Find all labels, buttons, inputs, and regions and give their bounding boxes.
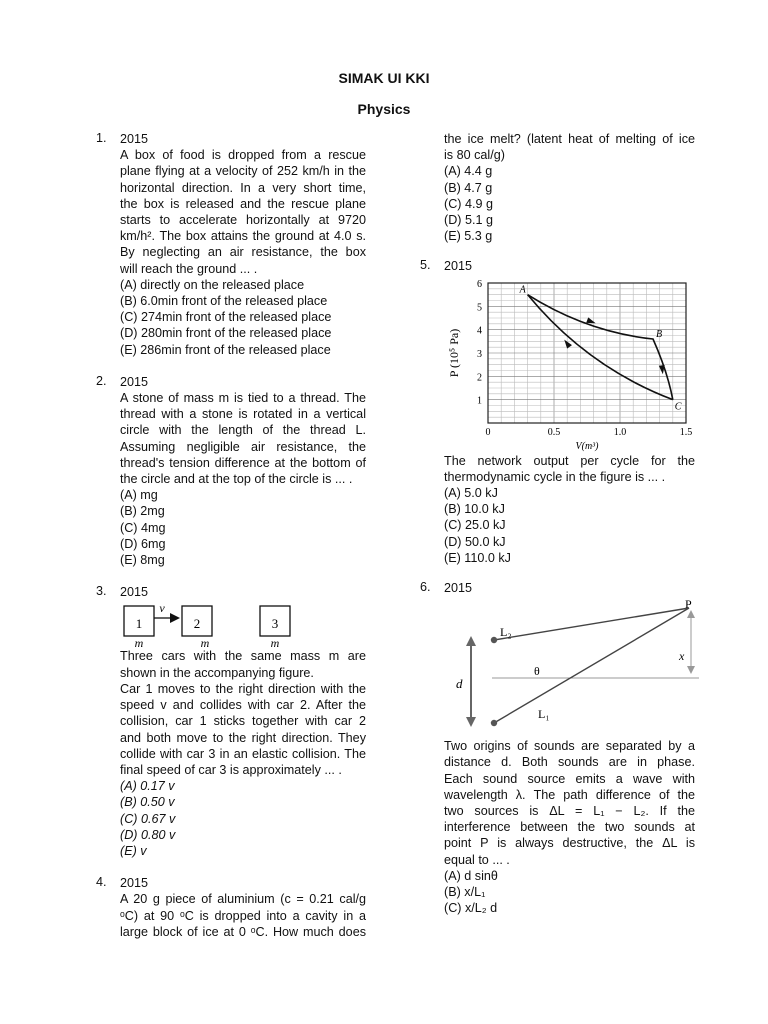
car-3-label: 3: [271, 616, 279, 632]
answer-option: (A) 0.17 v: [120, 779, 175, 794]
x-label: x: [679, 649, 685, 664]
question-year: 2015: [120, 585, 149, 600]
question-text-line: and both move to the right direction. They: [120, 730, 366, 745]
question-text-line: collide with car 3 in an elastic collision. The: [120, 746, 366, 761]
question-text-line: large block of ice at 0 ᵒC. How much does: [120, 924, 366, 939]
question-number: 3.: [96, 584, 107, 599]
answer-option: (D) 50.0 kJ: [444, 534, 506, 549]
question-text-line: Car 1 moves to the right direction with the: [120, 681, 366, 696]
question-number: 5.: [420, 258, 431, 273]
question-year: 2015: [120, 374, 149, 389]
question-text-line: speed v and collides with car 2. After the: [120, 698, 366, 713]
question-number: 1.: [96, 131, 107, 145]
answer-option: (E) 110.0 kJ: [444, 550, 511, 565]
question-text-line: The network output per cycle for the: [444, 453, 695, 468]
d-label: d: [456, 676, 463, 692]
question-text-line: interference between the two sounds at: [444, 820, 695, 835]
d-arrow-top: [466, 636, 476, 646]
answer-option: (B) 2mg: [120, 504, 165, 519]
answer-option: (C) x/L₂ d: [444, 901, 498, 916]
question-text-line: point P is always destructive, the ΔL is: [444, 836, 695, 851]
answer-option: (C) 4mg: [120, 520, 166, 535]
x-tick-label: 0: [485, 426, 491, 438]
question-1: [96, 131, 366, 358]
question-text-line: starts to accelerate horizontally at 9720: [120, 213, 366, 228]
question-text-line: horizontal direction. In a very short time,: [120, 180, 366, 195]
source-l1-dot: [491, 720, 497, 726]
question-4: [96, 875, 366, 940]
answer-option: (D) 5.1 g: [444, 213, 493, 228]
question-number: 6.: [420, 580, 431, 595]
question-3: [96, 584, 366, 859]
answer-option: (D) 6mg: [120, 536, 166, 551]
x-tick-label: 1.0: [613, 426, 627, 438]
question-text-line: wavelength λ. The path difference of the: [444, 787, 695, 802]
question-text-line: the circle and at the top of the circle is ... .: [120, 472, 353, 487]
car-1-mass: m: [134, 636, 144, 649]
question-6: [420, 580, 695, 916]
y-tick-label: 4: [477, 325, 482, 337]
question-text-line: shown in the accompanying figure.: [120, 665, 314, 680]
x-tick-label: 0.5: [547, 426, 561, 438]
question-2: [96, 374, 366, 568]
question-text-line: equal to ... .: [444, 852, 510, 867]
answer-option: (C) 4.9 g: [444, 196, 493, 211]
question-text-line: A stone of mass m is tied to a thread. The: [120, 391, 366, 406]
answer-option: (B) 4.7 g: [444, 180, 493, 195]
left-column: [96, 131, 366, 940]
answer-option: (C) 25.0 kJ: [444, 518, 506, 533]
point-label-a: A: [519, 284, 526, 296]
answer-option: (B) 6.0min front of the released place: [120, 294, 328, 309]
y-tick-label: 6: [477, 278, 482, 290]
point-label-c: C: [674, 401, 682, 413]
answer-option: (C) 0.67 v: [120, 811, 176, 826]
answer-option: (E) 5.3 g: [444, 229, 493, 244]
y-tick-label: 5: [477, 301, 482, 313]
x-arrow-top: [687, 610, 695, 618]
answer-option: (D) 0.80 v: [120, 827, 176, 842]
interference-figure: [444, 596, 699, 738]
x-tick-label: 1.5: [679, 426, 693, 438]
answer-option: (B) x/L₁: [444, 885, 486, 900]
y-axis-label: P (10⁵ Pa): [447, 328, 461, 377]
question-text-line: km/h². The box attains the ground at 4.0 s.: [120, 229, 366, 244]
question-year: 2015: [444, 581, 473, 596]
question-text-line: is 80 cal/g): [444, 148, 505, 163]
answer-option: (E) v: [120, 843, 147, 858]
question-year: 2015: [444, 259, 473, 274]
car-2-label: 2: [193, 616, 201, 632]
question-text-line: the box is released and the rescue plane: [120, 196, 366, 211]
answer-option: (E) 8mg: [120, 553, 165, 568]
question-year: 2015: [120, 132, 149, 146]
car-3-mass: m: [270, 636, 280, 649]
answer-option: (B) 0.50 v: [120, 795, 175, 810]
question-text-line: will reach the ground ... .: [120, 261, 258, 276]
question-text-line: distance d. Both sounds are in phase.: [444, 755, 695, 770]
x-axis-label: V(m³): [575, 440, 599, 452]
l1-label: L₁: [538, 707, 550, 722]
question-5: [420, 258, 695, 566]
question-text-line: thread's tension difference at the bottom of: [120, 455, 366, 470]
question-year: 2015: [120, 876, 149, 891]
question-number: 4.: [96, 875, 107, 890]
right-column: [420, 131, 695, 916]
velocity-arrow-head: [170, 613, 180, 623]
question-text-line: A 20 g piece of aluminium (c = 0.21 cal/g: [120, 892, 366, 907]
point-label-b: B: [656, 328, 663, 340]
answer-option: (A) 5.0 kJ: [444, 486, 498, 501]
question-text-line: Two origins of sounds are separated by a: [444, 739, 695, 754]
question-text-line: the ice melt? (latent heat of melting of ice: [444, 132, 695, 146]
pv-diagram: [444, 275, 694, 453]
question-text-line: Each sound source emits a wave with: [444, 771, 695, 786]
x-arrow-bottom: [687, 666, 695, 674]
page-title: SIMAK UI KKI: [338, 70, 430, 86]
question-text-line: A box of food is dropped from a rescue: [120, 148, 366, 163]
question-text-line: thermodynamic cycle in the figure is ... .: [444, 469, 666, 484]
answer-option: (A) directly on the released place: [120, 277, 305, 292]
question-text-line: plane flying at a velocity of 252 km/h in the: [120, 164, 366, 179]
question-text-line: By neglecting an air resistance, the box: [120, 245, 366, 260]
question-text-line: ᵒC) at 90 ᵒC is dropped into a cavity in a: [120, 908, 366, 923]
answer-option: (D) 280min front of the released place: [120, 326, 332, 341]
three-cars-figure: [120, 600, 320, 648]
d-arrow-bottom: [466, 717, 476, 727]
velocity-label: v: [159, 601, 165, 616]
car-1-label: 1: [135, 616, 143, 632]
question-text-line: two sources is ΔL = L₁ − L₂. If the: [444, 804, 695, 819]
answer-option: (B) 10.0 kJ: [444, 502, 505, 517]
answer-option: (A) mg: [120, 488, 158, 503]
path-l1: [494, 608, 689, 723]
l2-label: L₂: [500, 625, 512, 640]
question-4-continued: [420, 131, 695, 244]
subject-heading: Physics: [357, 101, 411, 117]
question-text-line: Assuming negligible air resistance, the: [120, 439, 366, 454]
answer-option: (E) 286min front of the released place: [120, 342, 331, 357]
answer-option: (A) 4.4 g: [444, 164, 493, 179]
y-tick-label: 3: [477, 348, 482, 360]
answer-option: (C) 274min front of the released place: [120, 310, 332, 325]
answer-option: (A) d sinθ: [444, 868, 498, 883]
question-text-line: Three cars with the same mass m are: [120, 649, 366, 664]
question-text-line: final speed of car 3 is approximately ... .: [120, 762, 342, 777]
theta-label: θ: [534, 664, 540, 679]
point-p-label: P: [685, 597, 692, 612]
car-2-mass: m: [200, 636, 210, 649]
y-tick-label: 1: [477, 395, 482, 407]
source-l2-dot: [491, 637, 497, 643]
question-text-line: circle with the length of the thread L.: [120, 423, 366, 438]
path-l2: [494, 608, 689, 640]
question-text-line: thread with a stone is rotated in a vertical: [120, 407, 366, 422]
question-text-line: collision, car 1 sticks together with car 2: [120, 714, 366, 729]
question-number: 2.: [96, 373, 107, 388]
y-tick-label: 2: [477, 371, 482, 383]
